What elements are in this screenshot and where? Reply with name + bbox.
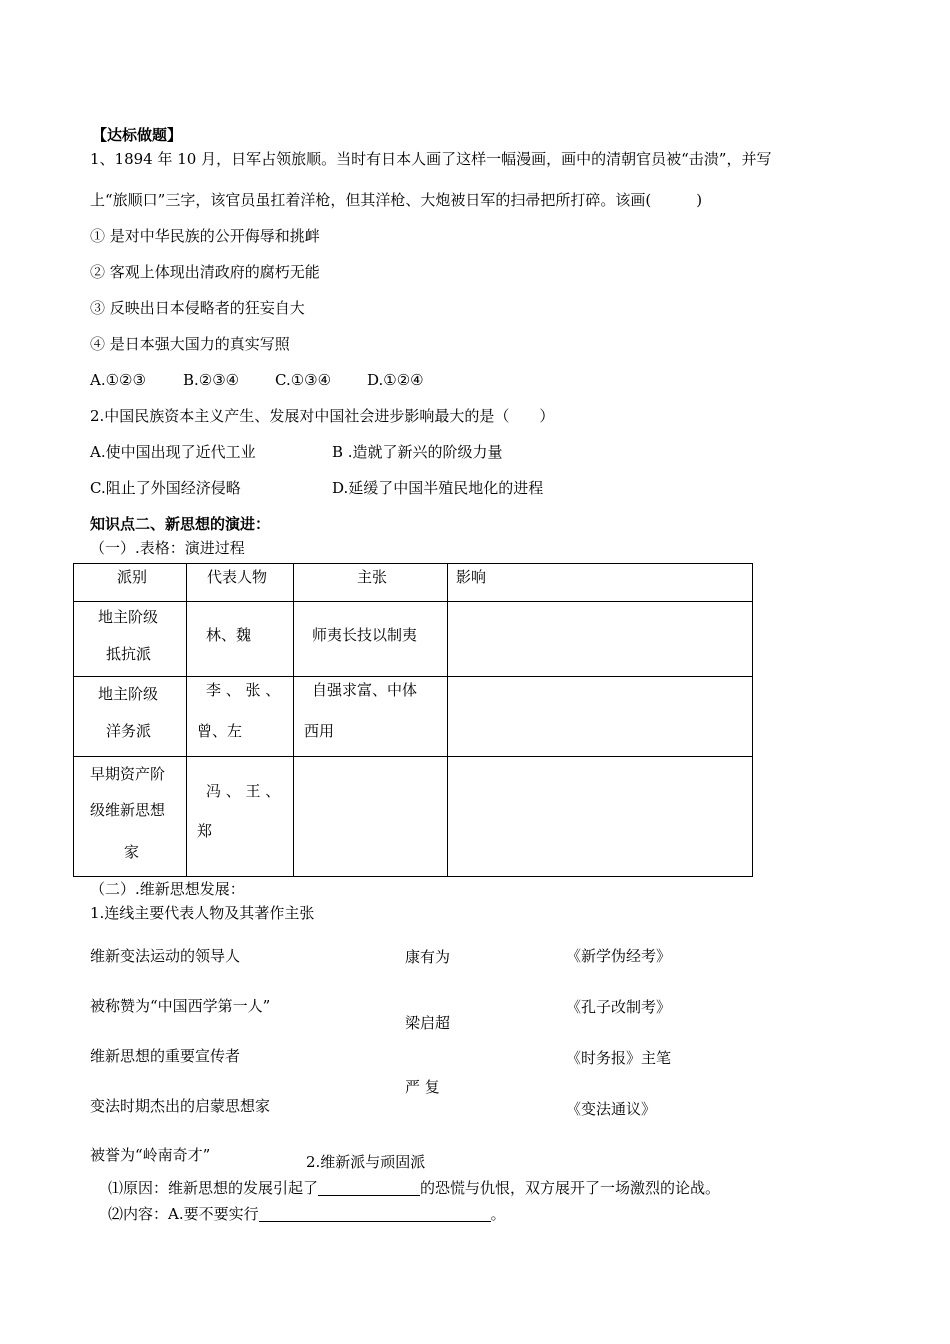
q1-choice-d: D.①②④	[367, 371, 424, 389]
header-people: 代表人物	[187, 564, 294, 602]
content-blank[interactable]	[259, 1206, 491, 1222]
matching-title: 1.连线主要代表人物及其著作主张	[90, 904, 315, 922]
faction-line: 早期资产阶	[90, 765, 166, 783]
match-left-item: 变法时期杰出的启蒙思想家	[90, 1097, 271, 1115]
q2-option-c: C.阻止了外国经济侵略	[90, 479, 241, 497]
match-right-item: 《孔子改制考》	[566, 998, 672, 1016]
q2-option-b: B .造就了新兴的阶级力量	[332, 443, 503, 461]
debate-reason: ⑴原因：维新思想的发展引起了 的恐慌与仇恨，双方展开了一场激烈的论战。	[108, 1179, 721, 1197]
header-impact: 影响	[448, 564, 753, 602]
debate-content: ⑵内容：A.要不要实行 。	[108, 1205, 506, 1223]
q1-stem-line2: 上“旅顺口”三字，该官员虽扛着洋枪，但其洋枪、大炮被日军的扫帚把所打碎。该画( )	[90, 191, 703, 209]
q1-item-4: ④ 是日本强大国力的真实写照	[90, 335, 290, 353]
impact-cell	[448, 757, 753, 877]
table-row	[74, 677, 753, 757]
faction-line: 地主阶级	[98, 685, 159, 703]
q1-item-1: ① 是对中华民族的公开侮辱和挑衅	[90, 227, 320, 245]
q1-item-2: ② 客观上体现出清政府的腐朽无能	[90, 263, 320, 281]
q1-stem-line1: 1、1894 年 10 月，日军占领旅顺。当时有日本人画了这样一幅漫画，画中的清朝官员被“击溃”，并写	[90, 150, 772, 168]
match-left-item: 被称赞为“中国西学第一人”	[90, 997, 271, 1015]
claim-cell	[294, 757, 448, 877]
q1-choice-c: C.①③④	[275, 371, 332, 389]
table-row	[74, 757, 753, 877]
people-line: 林、魏	[206, 626, 252, 644]
faction-line: 洋务派	[106, 722, 152, 740]
match-middle-item: 梁启超	[405, 1014, 451, 1032]
people-line: 李 、 张 、	[206, 681, 281, 699]
people-line: 冯 、 王 、	[206, 782, 281, 800]
people-line: 郑	[197, 822, 213, 840]
match-left-item: 维新变法运动的领导人	[90, 947, 241, 965]
faction-line: 地主阶级	[98, 608, 159, 626]
header-faction: 派别	[74, 564, 187, 602]
match-right-item: 《新学伪经考》	[566, 947, 672, 965]
claim-line: 自强求富、中体	[312, 681, 418, 699]
claim-line: 师夷长技以制夷	[312, 626, 418, 644]
table-header-row	[74, 564, 753, 602]
people-line: 曾、左	[197, 722, 243, 740]
match-left-item: 被誉为“岭南奇才”	[90, 1146, 211, 1164]
impact-cell	[448, 677, 753, 757]
table-row	[74, 602, 753, 677]
match-right-item: 《时务报》主笔	[566, 1049, 672, 1067]
reform-caption: （二）.维新思想发展：	[90, 880, 245, 898]
q1-item-3: ③ 反映出日本侵略者的狂妄自大	[90, 299, 305, 317]
debate-heading-fragment: 2.维新派与顽固派	[306, 1153, 426, 1171]
evolution-table	[73, 563, 753, 877]
table-caption: （一）.表格：演进过程	[90, 539, 245, 557]
q2-stem: 2.中国民族资本主义产生、发展对中国社会进步影响最大的是（ ）	[90, 407, 555, 425]
faction-line: 级维新思想	[90, 801, 166, 819]
reason-blank[interactable]	[318, 1180, 420, 1196]
q2-option-a: A.使中国出现了近代工业	[90, 443, 256, 461]
knowledge-point-title: 知识点二、新思想的演进：	[90, 515, 271, 533]
header-claim: 主张	[294, 564, 448, 602]
claim-line: 西用	[304, 722, 335, 740]
section-title: 【达标做题】	[92, 126, 183, 144]
impact-cell	[448, 602, 753, 677]
q1-choice-b: B.②③④	[183, 371, 240, 389]
match-left-item: 维新思想的重要宣传者	[90, 1047, 241, 1065]
q2-option-d: D.延缓了中国半殖民地化的进程	[332, 479, 544, 497]
match-right-item: 《变法通议》	[566, 1100, 657, 1118]
q1-choice-a: A.①②③	[90, 371, 146, 389]
faction-line: 抵抗派	[106, 645, 152, 663]
match-middle-item: 严 复	[405, 1078, 440, 1096]
match-middle-item: 康有为	[405, 948, 451, 966]
faction-line: 家	[124, 843, 140, 861]
